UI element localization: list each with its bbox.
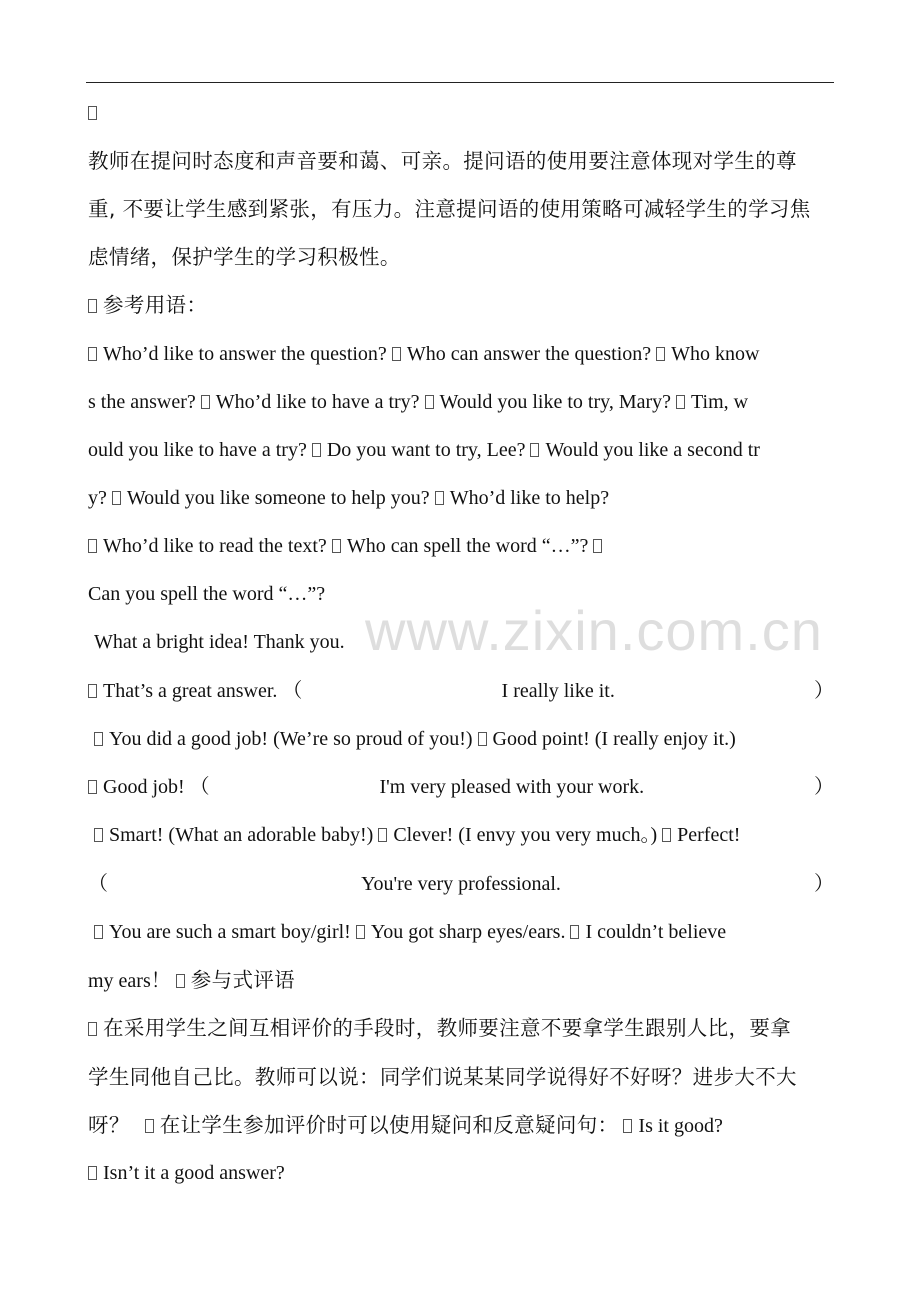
phrase: I'm very pleased with your work. — [379, 776, 645, 798]
placeholder-box-icon — [88, 347, 97, 361]
placeholder-box-icon — [593, 539, 602, 553]
phrase: That’s a great answer. — [103, 680, 278, 702]
phrase: Who know — [671, 343, 760, 365]
text-line — [88, 387, 834, 417]
placeholder-box-icon — [94, 828, 103, 842]
close-paren: ） — [813, 680, 834, 702]
text-line — [88, 98, 834, 128]
placeholder-box-icon — [312, 443, 321, 457]
open-paren: （ — [189, 776, 210, 798]
placeholder-box-icon — [530, 443, 539, 457]
phrase: 呀？ — [88, 1113, 130, 1137]
text-line: 虑情绪，保护学生的学习积极性。 — [88, 245, 401, 269]
text-line — [88, 965, 834, 995]
placeholder-box-icon — [378, 828, 387, 842]
phrase: ould you like to have a try? — [88, 439, 307, 461]
placeholder-box-icon — [94, 732, 103, 746]
placeholder-box-icon — [88, 1166, 97, 1180]
phrase: Who can answer the question? — [406, 343, 652, 365]
paragraph-text: 在采用学生之间互相评价的手段时，教师要注意不要拿学生跟别人比，要拿 — [103, 1016, 792, 1040]
open-paren: （ — [282, 680, 303, 702]
phrase: I couldn’t believe — [585, 921, 727, 943]
placeholder-box-icon — [88, 1022, 97, 1036]
phrase: Do you want to try, Lee? — [326, 439, 526, 461]
phrase: s the answer? — [88, 391, 196, 413]
text-line — [88, 483, 834, 513]
text-line — [88, 1013, 834, 1043]
placeholder-box-icon — [425, 395, 434, 409]
phrase: Perfect! — [677, 824, 741, 846]
close-paren: ） — [813, 776, 834, 798]
phrase: You are such a smart boy/girl! — [109, 921, 351, 943]
phrase: I really like it. — [501, 680, 615, 702]
placeholder-box-icon — [570, 925, 579, 939]
phrase: Clever! (I envy you very much。) — [393, 824, 658, 846]
placeholder-box-icon — [88, 299, 97, 313]
section-label: 参考用语： — [103, 293, 208, 317]
phrase: You got sharp eyes/ears. — [370, 921, 566, 943]
phrase: Would you like a second tr — [545, 439, 760, 461]
placeholder-box-icon — [332, 539, 341, 553]
phrase: Is it good? — [638, 1115, 723, 1137]
text-line — [88, 290, 834, 320]
text-line — [88, 676, 834, 706]
phrase: 在让学生参加评价时可以使用疑问和反意疑问句： — [159, 1113, 619, 1137]
text-line: 重, 不要让学生感到紧张，有压力。注意提问语的使用策略可减轻学生的学习焦 — [88, 197, 811, 221]
phrase: Would you like someone to help you? — [126, 487, 430, 509]
placeholder-box-icon — [112, 491, 121, 505]
text-line: 教师在提问时态度和声音要和蔼、可亲。提问语的使用要注意体现对学生的尊 — [88, 149, 797, 173]
phrase: You did a good job! (We’re so proud of you!) — [109, 728, 473, 750]
placeholder-box-icon — [478, 732, 487, 746]
phrase: Would you like to try, Mary? — [439, 391, 672, 413]
section-label: 参与式评语 — [190, 968, 296, 992]
placeholder-box-icon — [88, 106, 97, 120]
placeholder-box-icon — [435, 491, 444, 505]
text-line — [88, 772, 834, 802]
placeholder-box-icon — [356, 925, 365, 939]
text-line: 学生同他自己比。教师可以说：同学们说某某同学说得好不好呀？进步大不大 — [88, 1065, 797, 1089]
text-line — [88, 820, 840, 850]
phrase: Tim, w — [691, 391, 749, 413]
placeholder-box-icon — [623, 1119, 632, 1133]
phrase: Who’d like to help? — [449, 487, 610, 509]
placeholder-box-icon — [676, 395, 685, 409]
text-line — [88, 339, 834, 369]
placeholder-box-icon — [88, 780, 97, 794]
placeholder-box-icon — [662, 828, 671, 842]
phrase: Smart! (What an adorable baby!) — [109, 824, 374, 846]
placeholder-box-icon — [145, 1119, 154, 1133]
text-line — [88, 724, 840, 754]
phrase: my ears！ — [88, 970, 171, 992]
placeholder-box-icon — [392, 347, 401, 361]
watermark: www.zixin.com.cn — [365, 599, 823, 662]
text-line — [88, 1110, 834, 1140]
phrase: Who’d like to answer the question? — [103, 343, 387, 365]
phrase: Who’d like to read the text? — [103, 535, 327, 557]
phrase: Who’d like to have a try? — [215, 391, 420, 413]
placeholder-box-icon — [94, 925, 103, 939]
phrase: Isn’t it a good answer? — [103, 1162, 285, 1184]
text-line — [88, 1158, 834, 1188]
text-line — [88, 917, 840, 947]
placeholder-box-icon — [88, 684, 97, 698]
text-line — [88, 869, 834, 899]
placeholder-box-icon — [201, 395, 210, 409]
text-line — [88, 531, 834, 561]
text-line: What a bright idea! Thank you. — [94, 631, 345, 653]
phrase: Good job! — [103, 776, 185, 798]
phrase: Good point! (I really enjoy it.) — [492, 728, 736, 750]
phrase: y? — [88, 487, 107, 509]
text-line — [88, 435, 834, 465]
text-line: Can you spell the word “…”? — [88, 583, 326, 605]
placeholder-box-icon — [176, 974, 185, 988]
placeholder-box-icon — [88, 539, 97, 553]
placeholder-box-icon — [656, 347, 665, 361]
phrase: Who can spell the word “…”? — [346, 535, 589, 557]
open-paren: （ — [88, 873, 108, 895]
header-rule — [86, 82, 834, 83]
phrase: You're very professional. — [361, 873, 561, 895]
close-paren: ） — [814, 873, 834, 895]
